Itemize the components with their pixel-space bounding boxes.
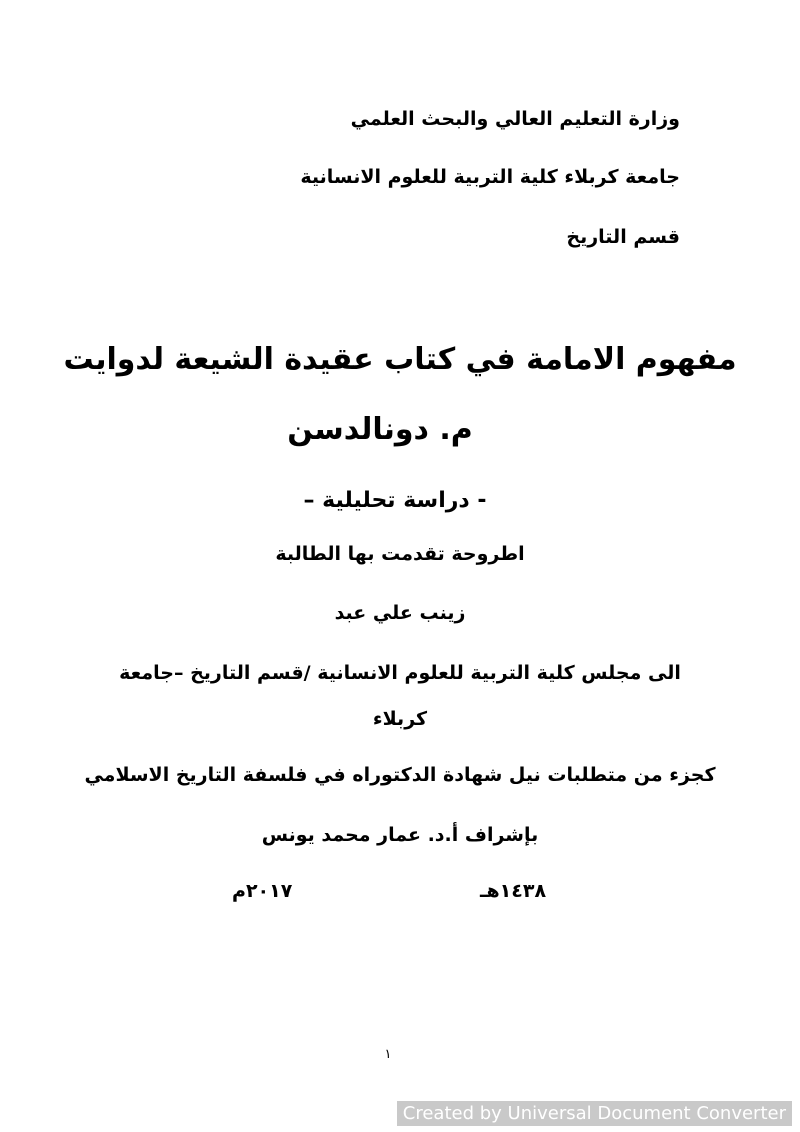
title-line-2: م. دونالدسن [287,412,473,447]
supervisor: بإشراف أ.د. عمار محمد يونس [261,824,539,846]
subtitle: - دراسة تحليلية – [303,488,487,513]
submission-to-line-1: الى مجلس كلية التربية للعلوم الانسانية /قسم التاريخ –جامعة [119,662,681,684]
submission-intro: اطروحة تقدمت بها الطالبة [275,543,525,565]
submission-to-line-2: كربلاء [372,708,428,730]
title-line-1: مفهوم الامامة في كتاب عقيدة الشيعة لدوايت [63,342,737,377]
watermark-label: Created by Universal Document Converter [397,1101,792,1126]
degree-purpose: كجزء من متطلبات نيل شهادة الدكتوراه في فلسفة التاريخ الاسلامي [84,764,716,786]
hijri-date: ١٤٣٨هـ [480,880,547,902]
department-name: قسم التاريخ [566,226,680,248]
student-name: زينب علي عبد [334,602,466,624]
gregorian-date: ٢٠١٧م [232,880,293,902]
ministry-name: وزارة التعليم العالي والبحث العلمي [350,108,680,130]
university-name: جامعة كربلاء كلية التربية للعلوم الانسانية [300,166,680,188]
page-number: ١ [384,1047,392,1062]
